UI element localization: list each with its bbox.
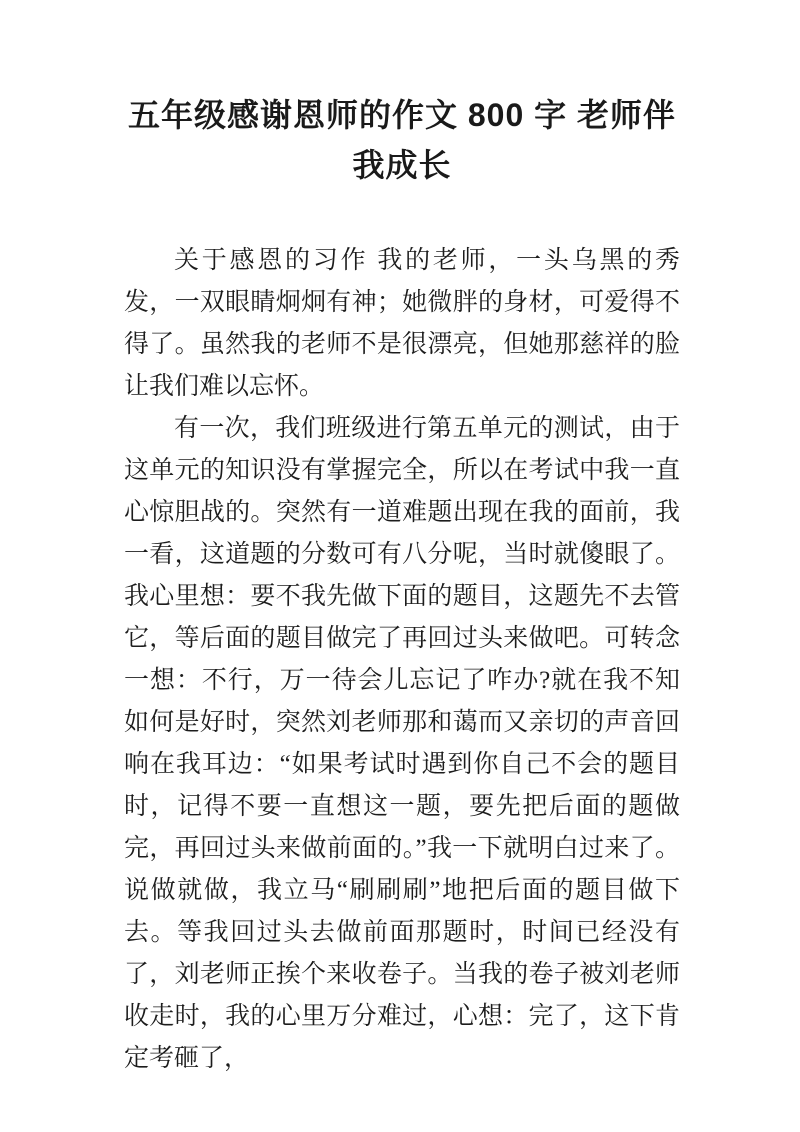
essay-paragraph-2: 有一次，我们班级进行第五单元的测试，由于这单元的知识没有掌握完全，所以在考试中我一直心惊胆战的。突然有一道难题出现在我的面前，我一看，这道题的分数可有八分呢，当时就傻眼了。我心里想：要不我先做下面的题目，这题先不去管它，等后面的题目做完了再回过头来做吧。可转念一想：不行，万一待会儿忘记了咋办?就在我不知如何是好时，突然刘老师那和蔼而又亲切的声音回响在我耳边：“如果考试时遇到你自己不会的题目时，记得不要一直想这一题，要先把后面的题做完，再回过头来做前面的。”我一下就明白过来了。说做就做，我立马“刷刷刷”地把后面的题目做下去。等我回过头去做前面那题时，时间已经没有了，刘老师正挨个来收卷子。当我的卷子被刘老师收走时，我的心里万分难过，心想：完了，这下肯定考砸了， [124, 415, 680, 1072]
essay-body [124, 240, 680, 1080]
essay-paragraph-1: 关于感恩的习作 我的老师，一头乌黑的秀发，一双眼睛炯炯有神；她微胖的身材，可爱得不得了。虽然我的老师不是很漂亮，但她那慈祥的脸让我们难以忘怀。 [124, 247, 680, 400]
essay-title: 五年级感谢恩师的作文 800 字 老师伴我成长 [127, 97, 677, 183]
content-column [124, 90, 680, 1080]
